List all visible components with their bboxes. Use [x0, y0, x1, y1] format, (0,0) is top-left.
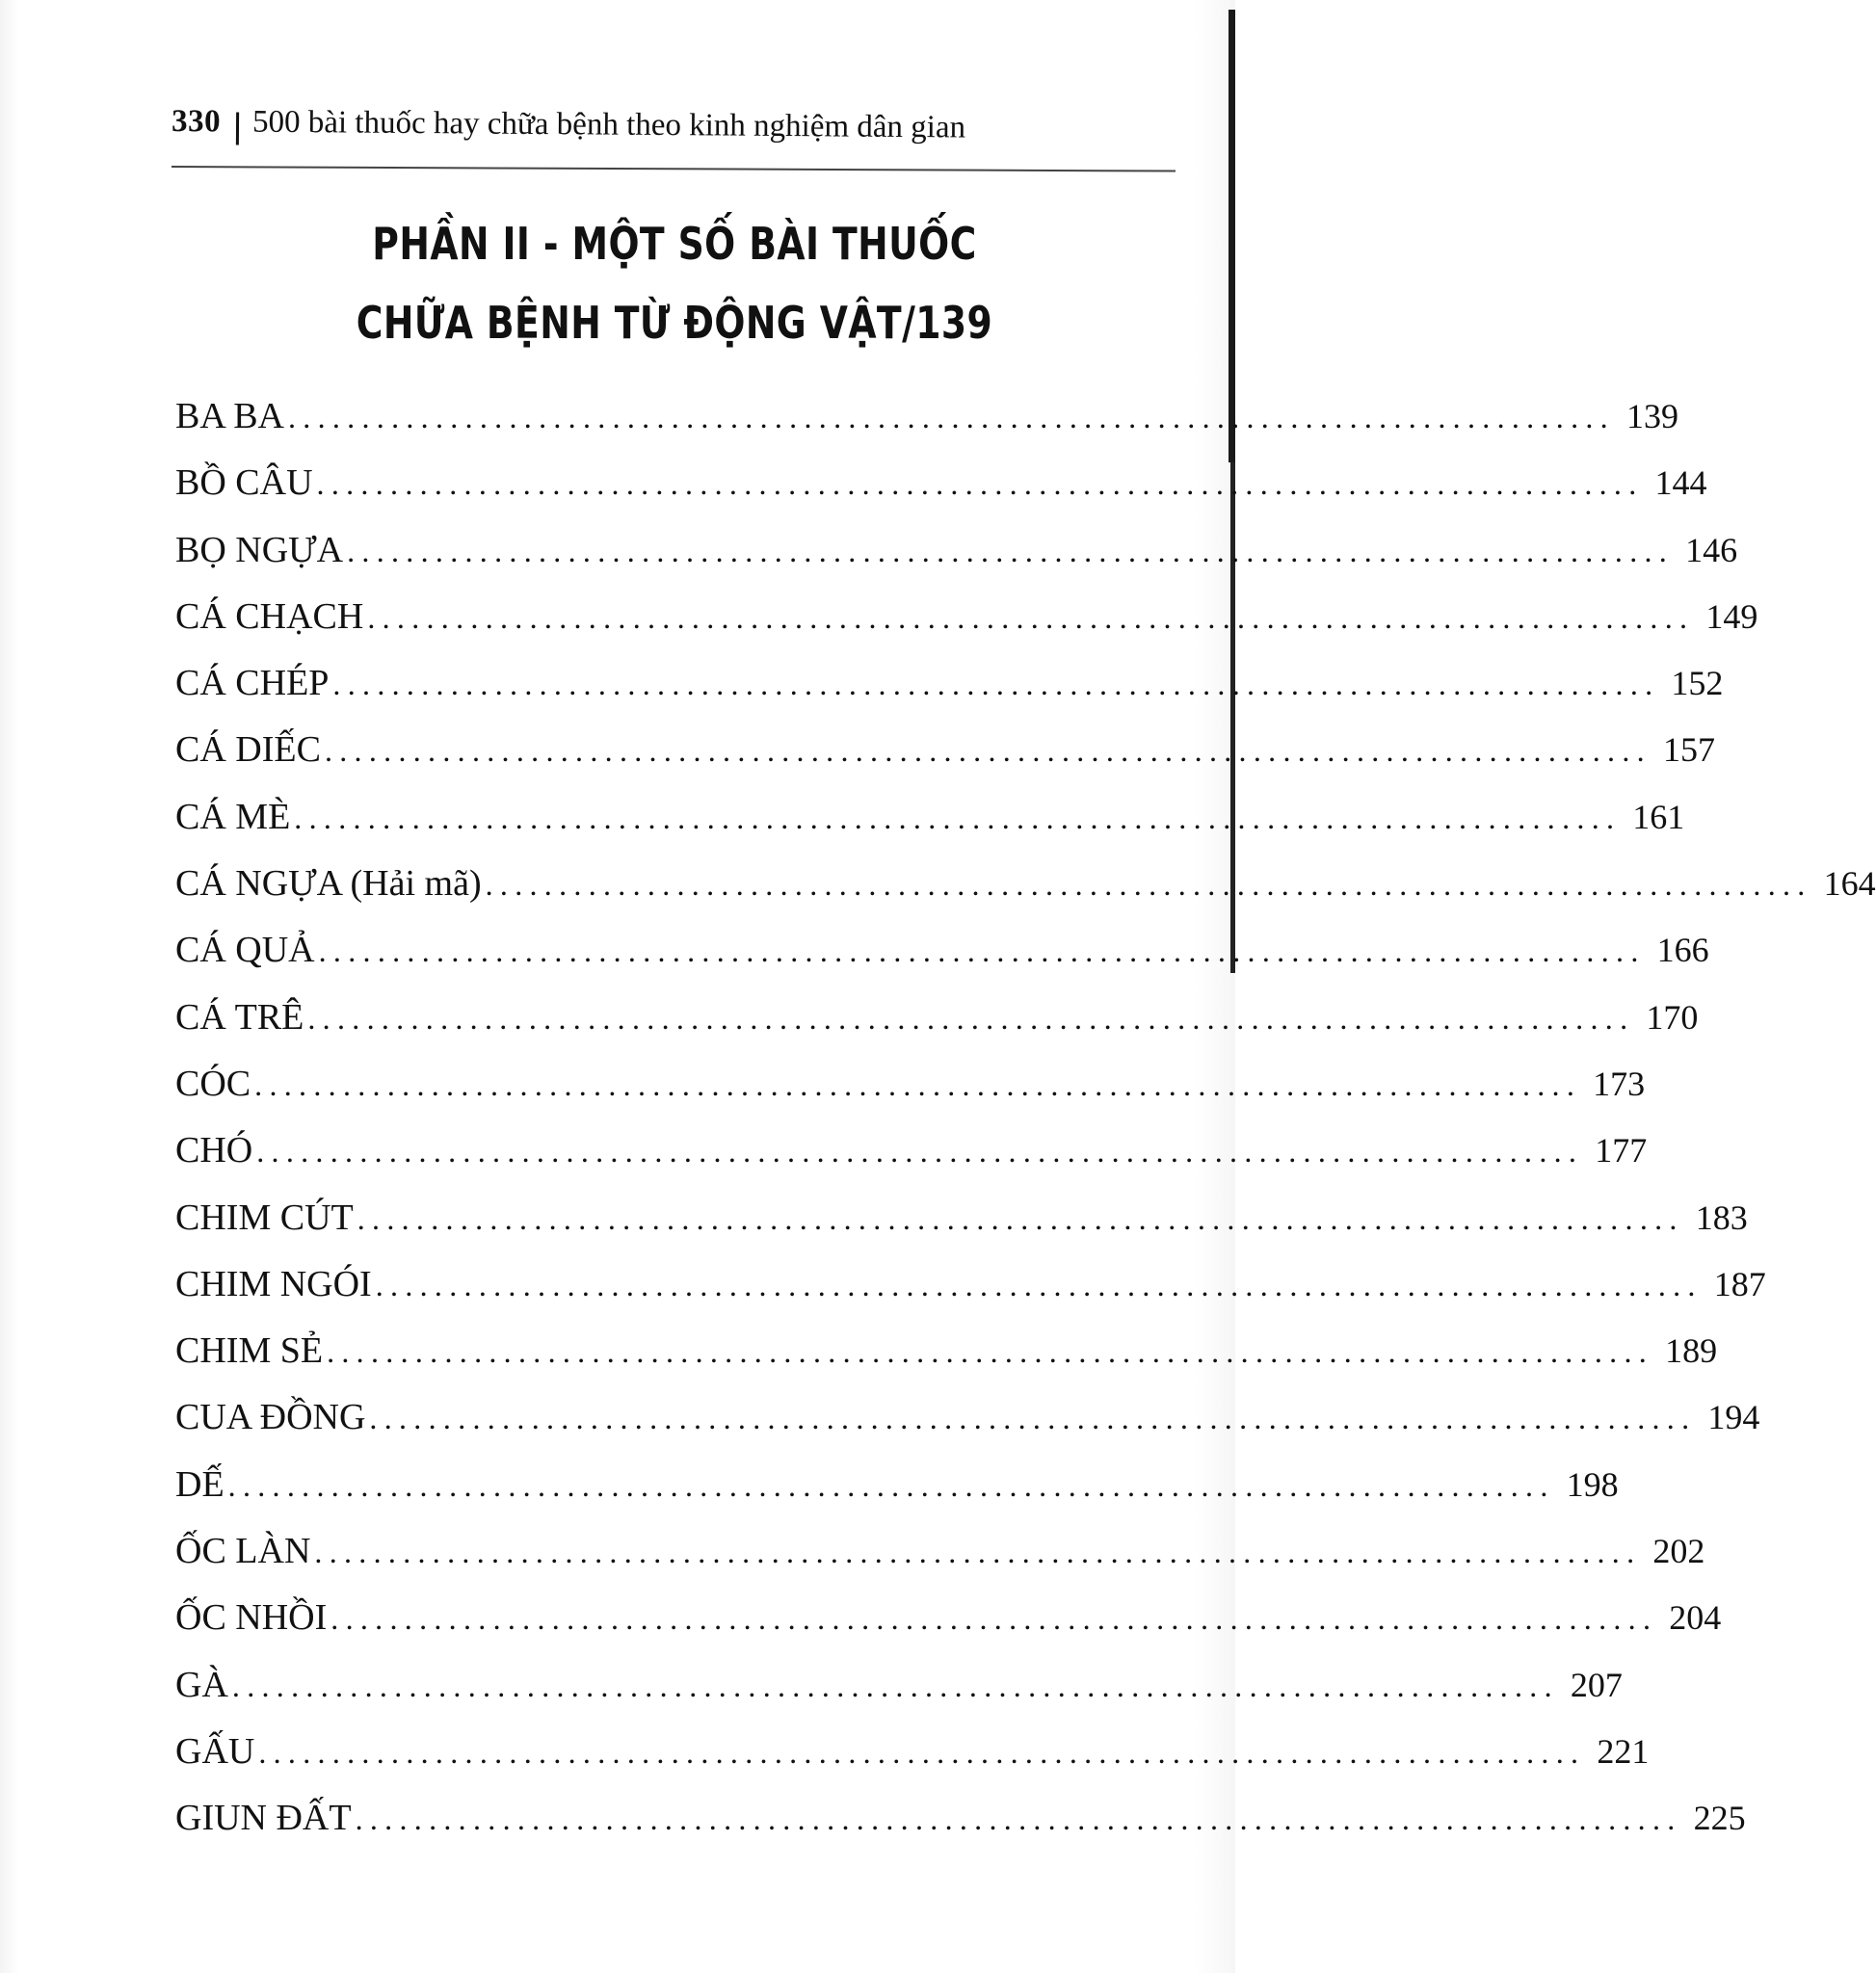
toc-leader-dots: ..........................................................................................	[347, 533, 1675, 568]
toc-leader-dots: ..........................................................................................	[357, 1200, 1684, 1236]
toc-entry-page: 207	[1570, 1665, 1623, 1704]
toc-leader-dots: ..........................................................................................	[485, 867, 1812, 903]
toc-entry	[175, 1530, 1705, 1596]
toc-entry	[175, 1797, 1746, 1863]
toc-entry	[175, 395, 1678, 461]
toc-entry	[175, 1396, 1760, 1462]
toc-entry-page: 139	[1625, 397, 1678, 435]
toc-entry-name: GIUN ĐẤT	[175, 1798, 352, 1839]
section-title-line-1: PHẦN II - MỘT SỐ BÀI THUỐC	[372, 218, 977, 270]
toc-entry-page: 149	[1705, 596, 1758, 636]
toc-leader-dots: ..........................................................................................	[256, 1134, 1584, 1170]
toc-leader-dots: ..........................................................................................	[231, 1668, 1559, 1703]
toc-entry	[175, 1197, 1748, 1263]
header-rule	[172, 166, 1176, 172]
toc-entry-page: 187	[1713, 1264, 1766, 1303]
toc-entry-name: ỐC NHỒI	[175, 1597, 328, 1639]
toc-entry-page: 194	[1707, 1398, 1760, 1437]
toc-entry	[175, 1063, 1646, 1129]
toc-entry	[175, 1664, 1623, 1730]
toc-leader-dots: ..........................................................................................	[369, 1401, 1697, 1436]
toc-entry-page: 173	[1593, 1064, 1646, 1103]
toc-entry-page: 166	[1656, 931, 1709, 970]
header-separator	[236, 113, 239, 145]
toc-entry-name: BỌ NGỰA	[175, 529, 344, 570]
toc-entry	[175, 529, 1738, 595]
toc-entry	[175, 1596, 1722, 1663]
toc-leader-dots: ..........................................................................................	[227, 1467, 1555, 1503]
page-number: 330	[171, 104, 222, 140]
toc-leader-dots: ..........................................................................................	[287, 400, 1615, 434]
section-title-line-2: CHỮA BỆNH TỪ ĐỘNG VẬT/139	[356, 297, 993, 349]
toc-leader-dots: ..........................................................................................	[258, 1734, 1586, 1770]
toc-entry-page: 164	[1823, 864, 1876, 904]
toc-entry	[175, 929, 1709, 995]
toc-entry-name: DẾ	[175, 1463, 225, 1505]
section-title	[279, 204, 1070, 362]
toc-entry-name: GẤU	[175, 1730, 255, 1772]
toc-entry-page: 157	[1662, 730, 1715, 770]
toc-entry-page: 170	[1646, 997, 1699, 1037]
toc-entry-page: 225	[1693, 1799, 1746, 1838]
toc-entry-page: 177	[1595, 1131, 1648, 1171]
toc-entry	[175, 662, 1724, 728]
toc-entry-page: 183	[1695, 1197, 1748, 1237]
toc-entry-name: CÁ MÈ	[175, 796, 291, 837]
toc-entry	[175, 461, 1707, 528]
toc-entry	[175, 796, 1685, 862]
running-header	[172, 104, 1174, 160]
toc-entry-name: BA BA	[175, 396, 284, 436]
toc-entry-name: GÀ	[175, 1664, 228, 1705]
toc-entry-name: CÁ QUẢ	[175, 930, 315, 971]
toc-leader-dots: ..........................................................................................	[316, 466, 1644, 502]
toc-entry-name: CÁ CHẠCH	[175, 595, 364, 637]
toc-leader-dots: ..........................................................................................	[318, 934, 1646, 969]
toc-entry	[175, 1129, 1648, 1196]
toc-entry	[175, 862, 1876, 929]
toc-leader-dots: ..........................................................................................	[294, 800, 1622, 835]
toc-leader-dots: ..........................................................................................	[367, 599, 1695, 635]
toc-leader-dots: ..........................................................................................	[355, 1802, 1682, 1837]
page-edge-shadow	[1229, 10, 1235, 462]
table-of-contents	[175, 395, 1876, 1864]
toc-entry-name: CÓC	[175, 1063, 251, 1104]
toc-leader-dots: ..........................................................................................	[375, 1267, 1703, 1302]
toc-entry-name: CÁ CHÉP	[175, 663, 330, 704]
toc-entry	[175, 996, 1699, 1063]
toc-entry	[175, 1263, 1766, 1329]
toc-entry-name: CHÓ	[175, 1130, 253, 1171]
toc-entry-name: CHIM CÚT	[175, 1197, 354, 1238]
toc-leader-dots: ..........................................................................................	[327, 1334, 1654, 1370]
toc-entry-page: 161	[1632, 797, 1685, 836]
toc-entry	[175, 728, 1715, 795]
toc-entry-page: 146	[1685, 530, 1738, 569]
toc-entry-page: 144	[1654, 463, 1707, 503]
toc-entry-name: CÁ TRÊ	[175, 996, 304, 1038]
toc-entry-page: 189	[1665, 1331, 1718, 1371]
toc-entry	[175, 595, 1758, 662]
toc-entry-name: CHIM SẺ	[175, 1330, 324, 1372]
toc-entry-page: 198	[1566, 1464, 1619, 1504]
toc-entry-page: 152	[1671, 664, 1724, 703]
toc-entry	[175, 1730, 1650, 1797]
toc-leader-dots: ..........................................................................................	[332, 667, 1660, 702]
toc-leader-dots: ..........................................................................................	[307, 1000, 1635, 1036]
toc-entry-name: CUA ĐỒNG	[175, 1397, 366, 1438]
toc-entry-page: 221	[1597, 1731, 1650, 1771]
toc-entry	[175, 1463, 1619, 1530]
toc-leader-dots: ..........................................................................................	[330, 1601, 1658, 1637]
toc-entry-page: 202	[1652, 1532, 1705, 1571]
toc-entry-name: CHIM NGÓI	[175, 1263, 372, 1304]
toc-entry-name: BỒ CÂU	[175, 462, 313, 504]
toc-leader-dots: ..........................................................................................	[324, 733, 1651, 769]
toc-entry-name: CÁ NGỰA (Hải mã)	[175, 863, 482, 905]
running-title: 500 bài thuốc hay chữa bệnh theo kinh nghiệm dân gian	[251, 104, 966, 145]
toc-leader-dots: ..........................................................................................	[314, 1535, 1642, 1570]
toc-entry-name: ỐC LÀN	[175, 1531, 311, 1572]
toc-entry-name: CÁ DIẾC	[175, 729, 321, 771]
toc-entry-page: 204	[1669, 1598, 1722, 1638]
toc-leader-dots: ..........................................................................................	[254, 1066, 1582, 1102]
toc-entry	[175, 1329, 1718, 1396]
